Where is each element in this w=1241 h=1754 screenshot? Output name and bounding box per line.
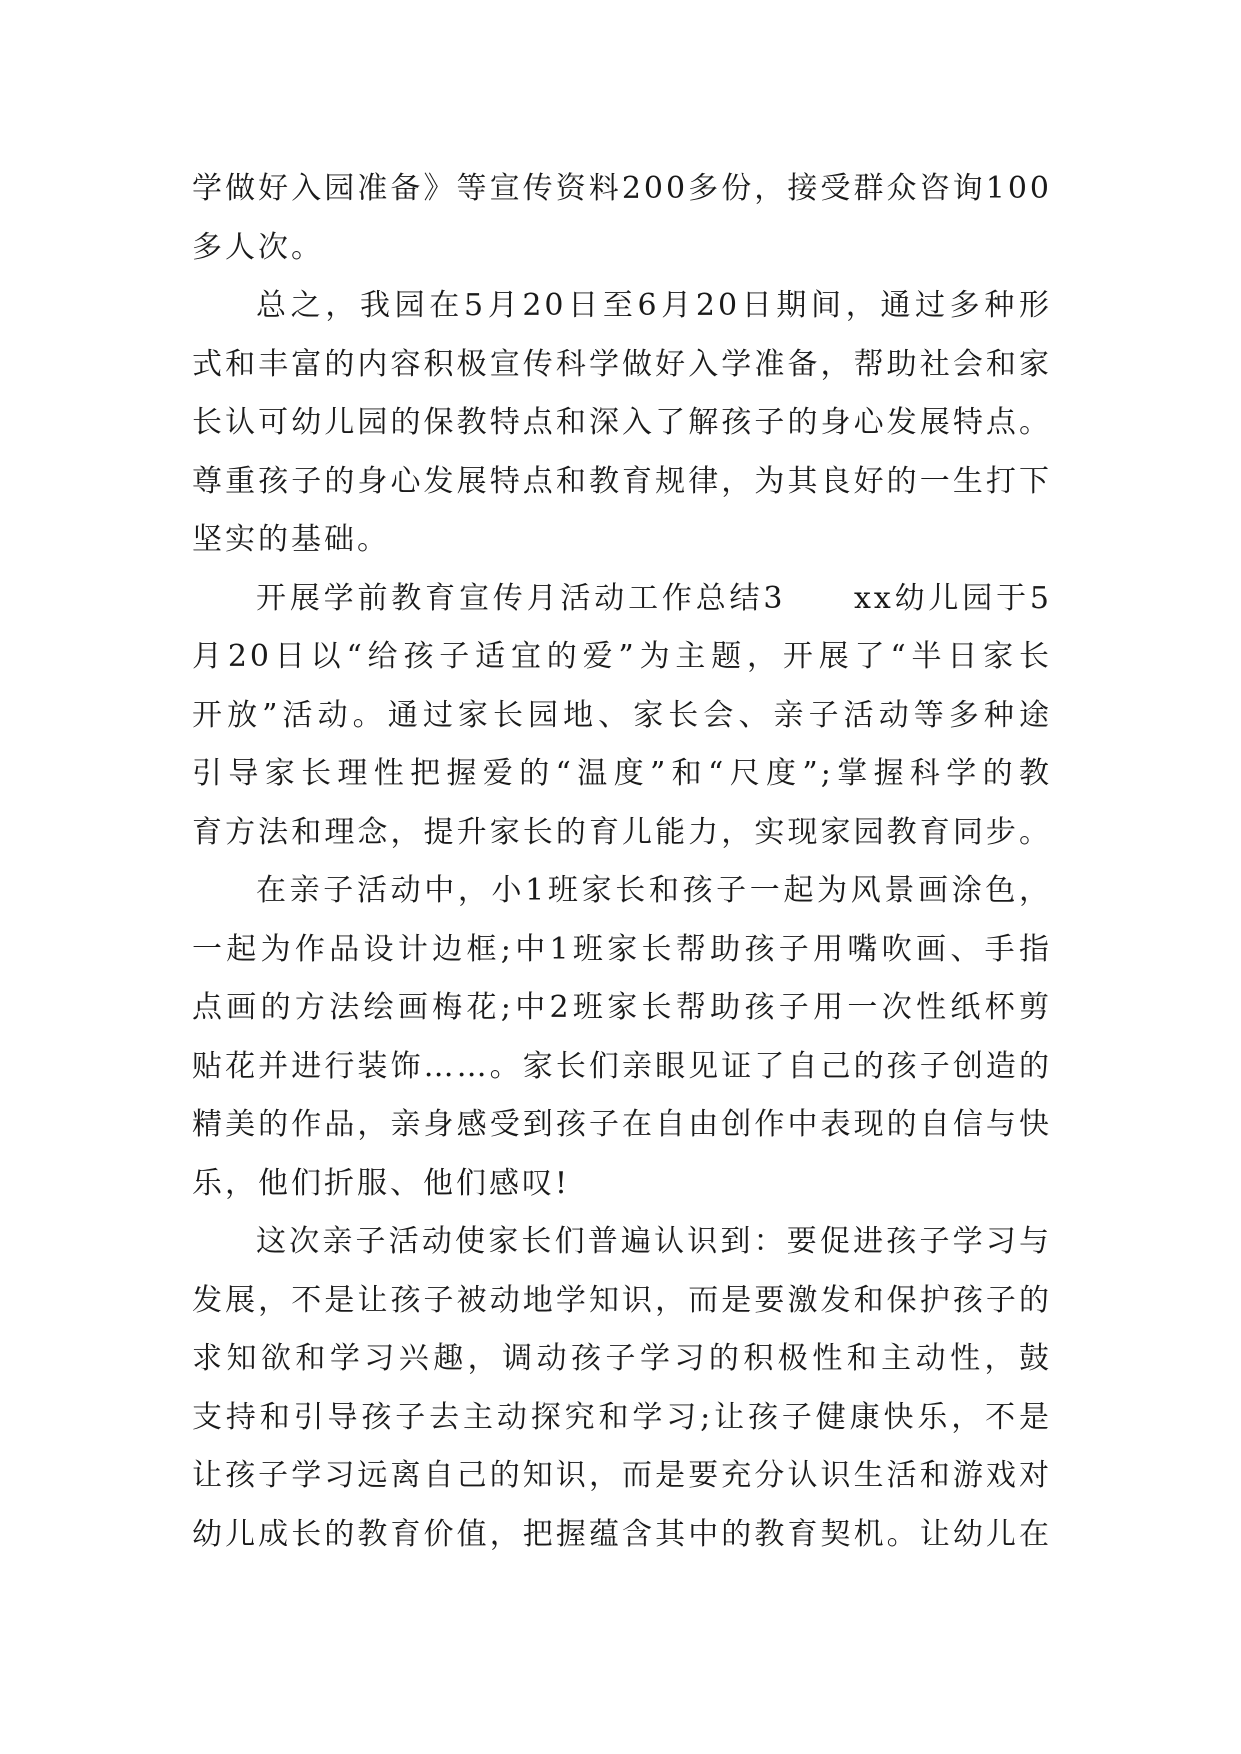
text-line: 这次亲子活动使家长们普遍认识到：要促进孩子学习与 <box>256 1224 1052 1259</box>
text-line: 开放”活动。通过家长园地、家长会、亲子活动等多种途 <box>192 697 1052 733</box>
text-line: 一起为作品设计边框;中1班家长帮助孩子用嘴吹画、手指 <box>192 931 1052 967</box>
text-line: 点画的方法绘画梅花;中2班家长帮助孩子用一次性纸杯剪 <box>192 990 1052 1025</box>
text-line: 多人次。 <box>192 229 324 265</box>
text-line: 支持和引导孩子去主动探究和学习;让孩子健康快乐，不是 <box>192 1399 1052 1435</box>
text-line: 乐，他们折服、他们感叹! <box>192 1165 571 1201</box>
text-line: 引导家长理性把握爱的“温度”和“尺度”;掌握科学的教 <box>192 756 1052 791</box>
text-line: 精美的作品，亲身感受到孩子在自由创作中表现的自信与快 <box>192 1107 1052 1142</box>
text-line: 月20日以“给孩子适宜的爱”为主题，开展了“半日家长 <box>192 639 1052 674</box>
text-line: 育方法和理念，提升家长的育儿能力，实现家园教育同步。 <box>192 814 1052 850</box>
text-line: 开展学前教育宣传月活动工作总结3 xx幼儿园于5 <box>256 580 1052 616</box>
text-line: 在亲子活动中，小1班家长和孩子一起为风景画涂色， <box>256 873 1052 908</box>
text-line: 坚实的基础。 <box>192 522 390 557</box>
text-line: 发展，不是让孩子被动地学知识，而是要激发和保护孩子的 <box>192 1282 1052 1318</box>
text-line: 幼儿成长的教育价值，把握蕴含其中的教育契机。让幼儿在 <box>192 1516 1052 1552</box>
text-line: 式和丰富的内容积极宣传科学做好入学准备，帮助社会和家 <box>192 346 1052 382</box>
body-text <box>192 160 1052 1564</box>
text-line: 让孩子学习远离自己的知识，而是要充分认识生活和游戏对 <box>192 1458 1052 1493</box>
text-line: 求知欲和学习兴趣，调动孩子学习的积极性和主动性，鼓 <box>192 1341 1052 1376</box>
text-line: 贴花并进行装饰……。家长们亲眼见证了自己的孩子创造的 <box>192 1048 1052 1084</box>
text-line: 长认可幼儿园的保教特点和深入了解孩子的身心发展特点。 <box>192 405 1052 440</box>
text-line: 总之，我园在5月20日至6月20日期间，通过多种形 <box>256 288 1052 323</box>
text-line: 尊重孩子的身心发展特点和教育规律，为其良好的一生打下 <box>192 463 1052 499</box>
text-line: 学做好入园准备》等宣传资料200多份，接受群众咨询100 <box>192 171 1052 206</box>
